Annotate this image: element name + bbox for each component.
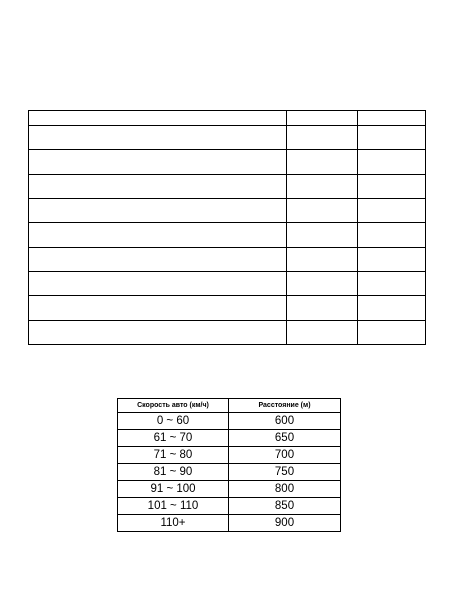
table-cell (29, 125, 287, 149)
table-cell (287, 271, 358, 295)
distance-cell: 800 (229, 481, 341, 498)
table-row (29, 111, 426, 126)
table-row (118, 413, 341, 430)
speed-cell: 61 ~ 70 (118, 430, 229, 447)
table-cell (358, 223, 426, 247)
speed-cell: 81 ~ 90 (118, 464, 229, 481)
table-cell (358, 247, 426, 271)
table-cell (29, 296, 287, 320)
table-row (29, 223, 426, 247)
speed-distance-table (117, 398, 341, 532)
table-row (29, 271, 426, 295)
table-row (29, 174, 426, 198)
distance-cell: 650 (229, 430, 341, 447)
table-row (29, 198, 426, 222)
table-row (29, 247, 426, 271)
speed-cell: 91 ~ 100 (118, 481, 229, 498)
table-cell (287, 174, 358, 198)
distance-cell: 900 (229, 515, 341, 532)
table-row (118, 498, 341, 515)
table-row (29, 150, 426, 174)
table-row (118, 430, 341, 447)
table-cell (358, 271, 426, 295)
distance-column-header: Расстояние (м) (229, 399, 341, 413)
table-cell (29, 150, 287, 174)
table-cell (358, 296, 426, 320)
speed-cell: 101 ~ 110 (118, 498, 229, 515)
table-cell (287, 320, 358, 344)
speed-cell: 71 ~ 80 (118, 447, 229, 464)
speed-cell: 110+ (118, 515, 229, 532)
table-header-row (118, 399, 341, 413)
table-cell (29, 271, 287, 295)
table-cell (358, 125, 426, 149)
distance-cell: 600 (229, 413, 341, 430)
table-row (118, 481, 341, 498)
table-row (29, 296, 426, 320)
table-cell (287, 223, 358, 247)
table-row (118, 515, 341, 532)
table-cell (358, 320, 426, 344)
table-cell (287, 150, 358, 174)
table-cell (358, 198, 426, 222)
table-cell (29, 198, 287, 222)
empty-grid-table (28, 110, 426, 345)
table-cell (29, 247, 287, 271)
table-cell (29, 223, 287, 247)
table-cell (287, 111, 358, 126)
table-row (29, 320, 426, 344)
table-cell (358, 111, 426, 126)
distance-cell: 850 (229, 498, 341, 515)
distance-cell: 700 (229, 447, 341, 464)
table-cell (29, 174, 287, 198)
table-cell (29, 320, 287, 344)
table-cell (287, 125, 358, 149)
table-row (118, 447, 341, 464)
distance-cell: 750 (229, 464, 341, 481)
table-cell (287, 247, 358, 271)
table-cell (287, 296, 358, 320)
table-row (118, 464, 341, 481)
speed-cell: 0 ~ 60 (118, 413, 229, 430)
speed-column-header: Скорость авто (км/ч) (118, 399, 229, 413)
table-cell (287, 198, 358, 222)
table-cell (29, 111, 287, 126)
table-row (29, 125, 426, 149)
table-cell (358, 150, 426, 174)
table-cell (358, 174, 426, 198)
